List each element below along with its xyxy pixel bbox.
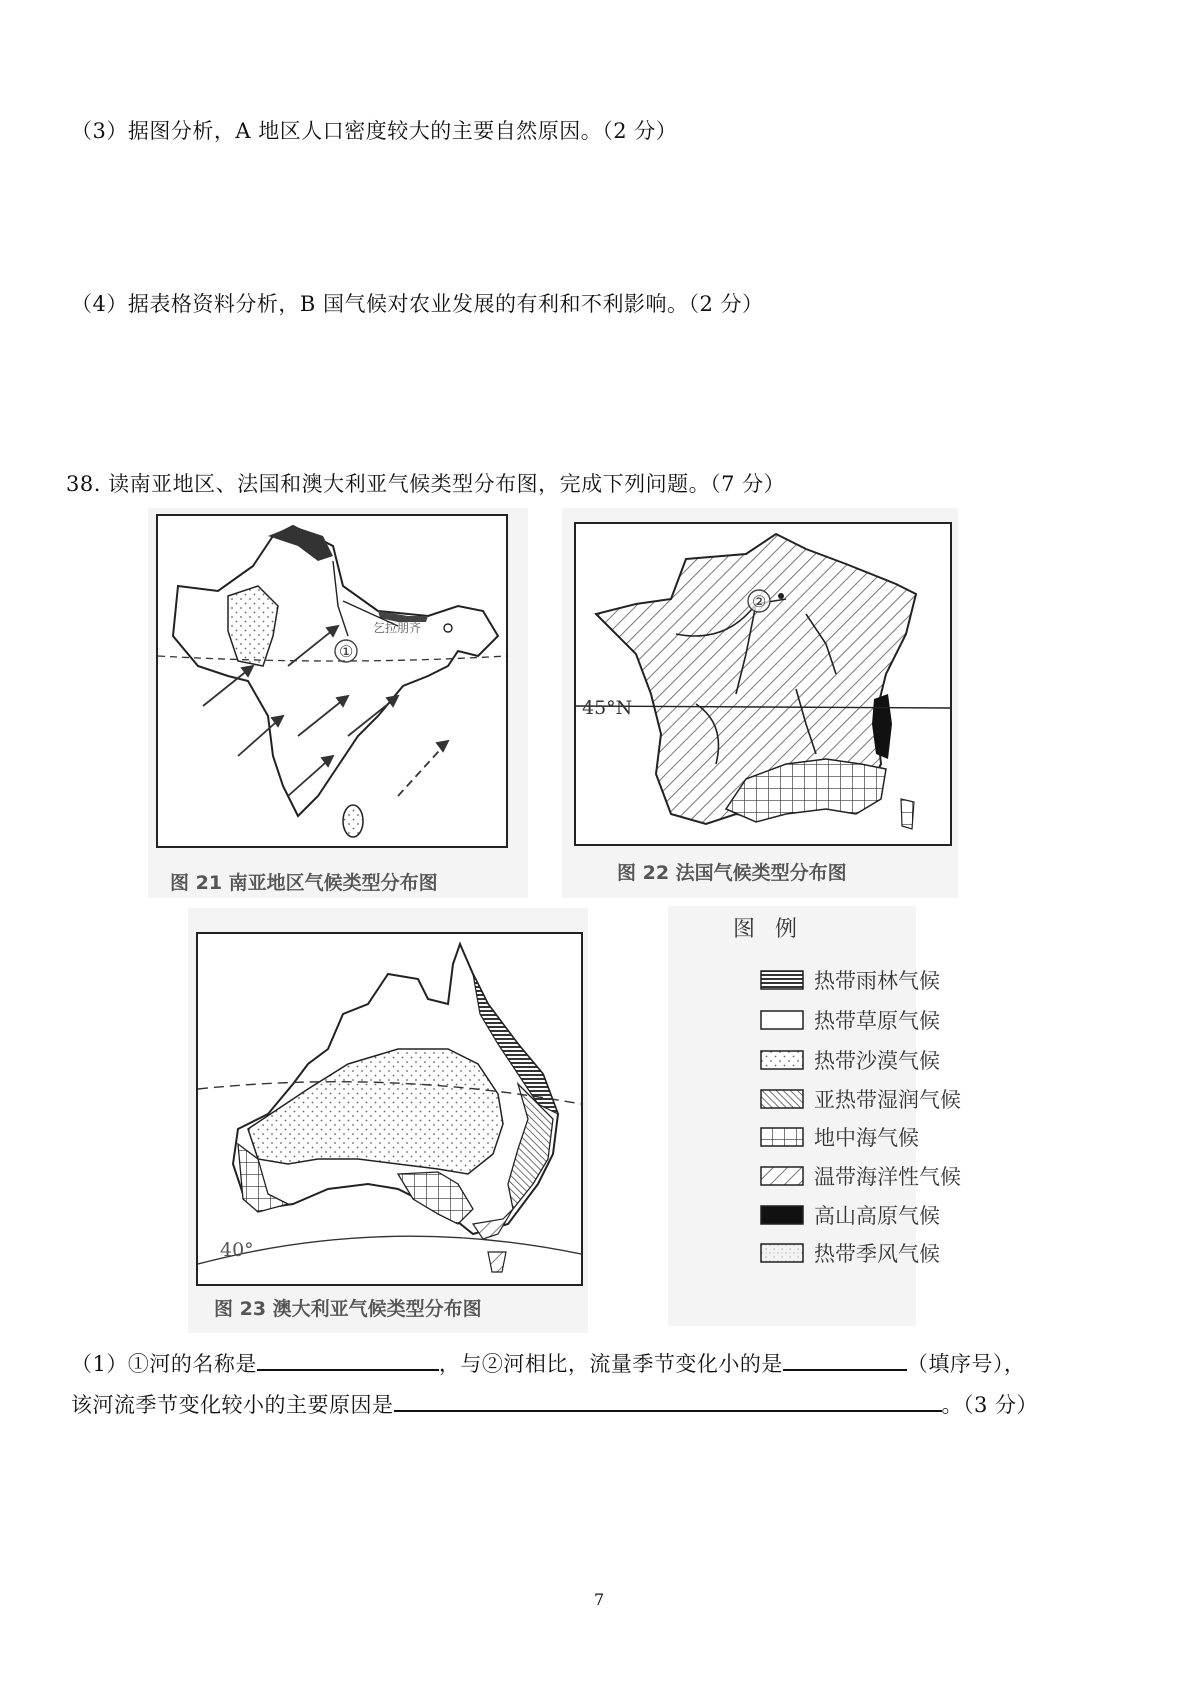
question-38: 38. 读南亚地区、法国和澳大利亚气候类型分布图，完成下列问题。（7 分） — [66, 472, 786, 496]
subq1-line2b: 。（3 分） — [941, 1393, 1039, 1417]
legend-item-subtropical — [760, 1084, 961, 1114]
south-asia-map — [156, 514, 508, 848]
answer-blank-river-number[interactable] — [783, 1347, 907, 1371]
legend-label: 亚热带湿润气候 — [814, 1088, 961, 1112]
subquestion-1-line1 — [71, 1347, 1025, 1378]
legend-item-rainforest — [760, 965, 940, 995]
legend-item-highland — [760, 1200, 940, 1230]
legend-label: 热带草原气候 — [814, 1009, 940, 1033]
legend-item-desert — [760, 1045, 940, 1075]
answer-blank-river-name[interactable] — [257, 1347, 439, 1371]
marker-1: ① — [339, 642, 354, 661]
australia-map — [196, 932, 583, 1286]
highland-swatch — [760, 1205, 804, 1225]
legend-item-monsoon — [760, 1238, 940, 1268]
savanna-swatch — [760, 1010, 804, 1030]
france-map — [574, 522, 952, 846]
latitude-40: 40° — [220, 1239, 254, 1261]
legend-label: 热带季风气候 — [814, 1242, 940, 1266]
subtropical-swatch — [760, 1089, 804, 1109]
city-label: 乞拉朋齐 — [373, 621, 422, 635]
legend-label: 地中海气候 — [814, 1126, 919, 1150]
question-3: （3）据图分析，A 地区人口密度较大的主要自然原因。（2 分） — [71, 119, 678, 143]
legend-label: 高山高原气候 — [814, 1204, 940, 1228]
legend-title: 图例 — [733, 917, 818, 942]
legend-label: 温带海洋性气候 — [814, 1165, 961, 1189]
figure-22-caption: 图 22 法国气候类型分布图 — [617, 862, 847, 884]
marker-2: ② — [752, 592, 767, 611]
desert-swatch — [760, 1050, 804, 1070]
legend-item-maritime — [760, 1161, 961, 1191]
legend-label: 热带雨林气候 — [814, 969, 940, 993]
figure-21-caption: 图 21 南亚地区气候类型分布图 — [170, 872, 438, 894]
legend-item-savanna — [760, 1005, 940, 1035]
subq1-part1: （1）①河的名称是 — [71, 1352, 257, 1376]
figure-23 — [188, 908, 588, 1333]
maritime-swatch — [760, 1166, 804, 1186]
question-4: （4）据表格资料分析，B 国气候对农业发展的有利和不利影响。（2 分） — [71, 292, 764, 316]
answer-blank-reason[interactable] — [394, 1388, 942, 1412]
legend-item-mediterranean — [760, 1122, 919, 1152]
legend-label: 热带沙漠气候 — [814, 1049, 940, 1073]
mediterranean-swatch — [760, 1127, 804, 1147]
rainforest-swatch — [760, 970, 804, 990]
subq1-line2a: 该河流季节变化较小的主要原因是 — [71, 1393, 394, 1417]
monsoon-swatch — [760, 1243, 804, 1263]
latitude-45n: 45°N — [582, 697, 633, 719]
figure-22 — [562, 508, 958, 898]
page-number: 7 — [594, 1590, 605, 1609]
subq1-part3: （填序号）， — [906, 1352, 1026, 1376]
figure-23-caption: 图 23 澳大利亚气候类型分布图 — [214, 1298, 482, 1320]
subq1-part2: ，与②河相比，流量季节变化小的是 — [438, 1352, 783, 1376]
figure-21 — [148, 508, 528, 898]
subquestion-1-line2 — [71, 1388, 1038, 1419]
